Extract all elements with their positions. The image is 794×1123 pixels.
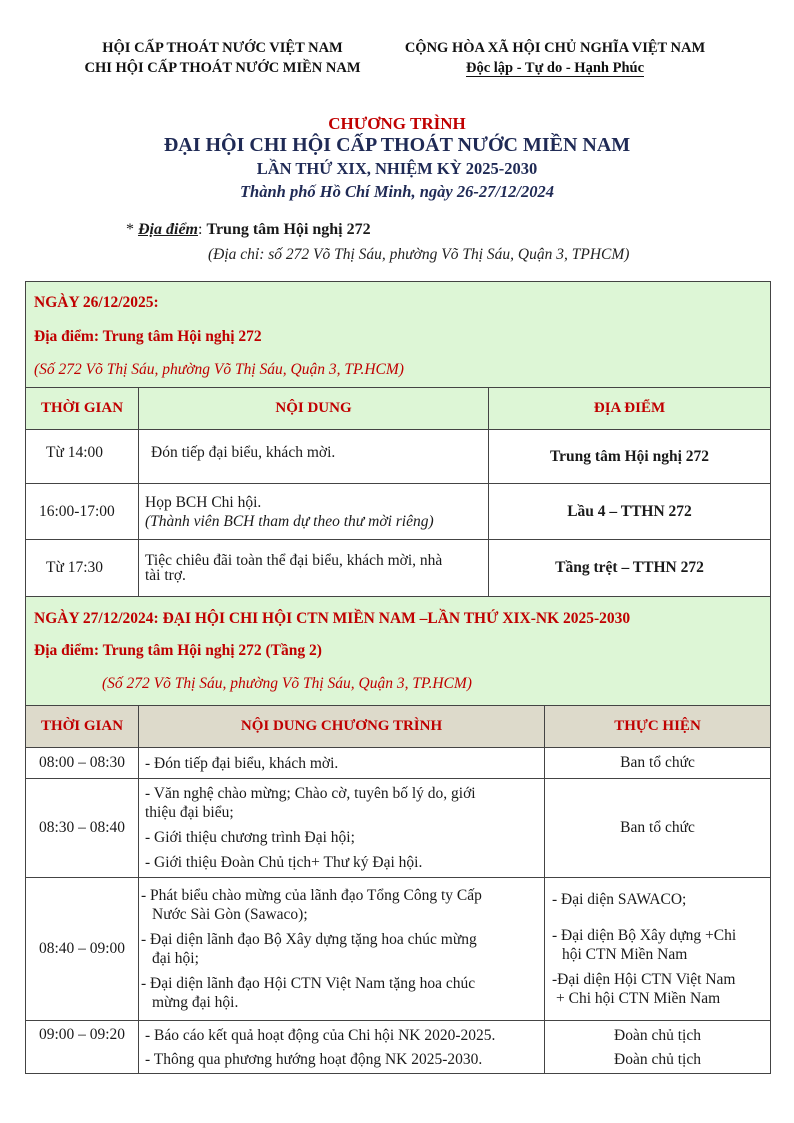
table-row: [26, 540, 771, 597]
time-cell: 08:00 – 08:30: [26, 748, 139, 779]
column-header: ĐỊA ĐIỂM: [489, 388, 771, 430]
time-cell: Từ 14:00: [26, 430, 139, 484]
org-header: [60, 38, 385, 78]
actor-cell: Đoàn chủ tịch Đoàn chủ tịch: [545, 1021, 771, 1074]
venue-line: * Địa điểm: Trung tâm Hội nghị 272: [126, 221, 371, 238]
column-header: THỜI GIAN: [26, 388, 139, 430]
table-row: [26, 748, 771, 779]
content-cell: - Đón tiếp đại biểu, khách mời.: [139, 748, 545, 779]
day2-location: Địa điểm: Trung tâm Hội nghị 272 (Tầng 2): [34, 642, 322, 659]
org-name: HỘI CẤP THOÁT NƯỚC VIỆT NAM: [102, 40, 343, 56]
day2-address: (Số 272 Võ Thị Sáu, phường Võ Thị Sáu, Quận 3, TP.HCM): [102, 675, 472, 692]
day1-date: NGÀY 26/12/2025:: [34, 293, 159, 311]
venue-label: Địa điểm: [138, 221, 198, 238]
day2-schedule-table: [25, 596, 771, 1074]
branch-name: CHI HỘI CẤP THOÁT NƯỚC MIỀN NAM: [84, 60, 361, 76]
page-subtitle: LẦN THỨ XIX, NHIỆM KỲ 2025-2030: [256, 159, 538, 178]
day1-header-row: [26, 388, 771, 430]
content-cell: Tiệc chiêu đãi toàn thể đại biểu, khách mời, nhà tài trợ.: [139, 540, 489, 597]
day2-banner-row: [26, 597, 771, 706]
page-title: ĐẠI HỘI CHI HỘI CẤP THOÁT NƯỚC MIỀN NAM: [163, 134, 631, 156]
program-label: CHƯƠNG TRÌNH: [328, 114, 466, 133]
time-cell: 08:40 – 09:00: [26, 878, 139, 1021]
column-header: THỰC HIỆN: [545, 706, 771, 748]
actor-cell: - Đại diện SAWACO; - Đại diện Bộ Xây dựng +Chi hội CTN Miền Nam -Đại diện Hội CTN Việt Nam + Chi hội CTN Miền Nam: [545, 878, 771, 1021]
venue-name: Trung tâm Hội nghị 272: [206, 221, 371, 238]
time-cell: 08:30 – 08:40: [26, 779, 139, 878]
day1-banner-row: [26, 282, 771, 388]
actor-cell: Ban tổ chức: [545, 748, 771, 779]
motto-underline: [466, 76, 644, 77]
date-line: Thành phố Hồ Chí Minh, ngày 26-27/12/2024: [239, 182, 555, 201]
column-header: NỘI DUNG CHƯƠNG TRÌNH: [139, 706, 545, 748]
content-cell: Họp BCH Chi hội. (Thành viên BCH tham dự theo thư mời riêng): [139, 484, 489, 540]
place-cell: Tầng trệt – TTHN 272: [489, 540, 771, 597]
place-cell: Trung tâm Hội nghị 272: [489, 430, 771, 484]
content-cell: - Báo cáo kết quả hoạt động của Chi hội NK 2020-2025. - Thông qua phương hướng hoạt động NK 2025-2030.: [139, 1021, 545, 1074]
table-row: [26, 1021, 771, 1074]
column-header: THỜI GIAN: [26, 706, 139, 748]
table-row: [26, 779, 771, 878]
day2-date: NGÀY 27/12/2024: ĐẠI HỘI CHI HỘI CTN MIỀN NAM –LẦN THỨ XIX-NK 2025-2030: [34, 610, 631, 627]
table-row: [26, 484, 771, 540]
day1-address: (Số 272 Võ Thị Sáu, phường Võ Thị Sáu, Quận 3, TP.HCM): [34, 360, 404, 378]
day1-schedule-table: [25, 281, 771, 597]
table-row: [26, 878, 771, 1021]
motto: Độc lập - Tự do - Hạnh Phúc: [465, 60, 645, 76]
table-row: [26, 430, 771, 484]
venue-address: (Địa chỉ: số 272 Võ Thị Sáu, phường Võ Thị Sáu, Quận 3, TPHCM): [208, 246, 630, 263]
actor-cell: Ban tổ chức: [545, 779, 771, 878]
content-cell: Đón tiếp đại biểu, khách mời.: [139, 430, 489, 484]
content-cell: - Văn nghệ chào mừng; Chào cờ, tuyên bố lý do, giới thiệu đại biểu; - Giới thiệu chương trình Đại hội; - Giới thiệu Đoàn Chủ tịch+ Thư ký Đại hội.: [139, 779, 545, 878]
day1-location: Địa điểm: Trung tâm Hội nghị 272: [34, 327, 262, 345]
content-cell: - Phát biểu chào mừng của lãnh đạo Tổng Công ty Cấp Nước Sài Gòn (Sawaco); - Đại diện lãnh đạo Bộ Xây dựng tặng hoa chúc mừng đại hội; - Đại diện lãnh đạo Hội CTN Việt Nam tặng hoa chúc mừng đại hội.: [139, 878, 545, 1021]
national-header: [380, 38, 730, 78]
place-cell: Lầu 4 – TTHN 272: [489, 484, 771, 540]
day2-header-row: [26, 706, 771, 748]
country-name: CỘNG HÒA XÃ HỘI CHỦ NGHĨA VIỆT NAM: [404, 40, 706, 56]
time-cell: Từ 17:30: [26, 540, 139, 597]
time-cell: 09:00 – 09:20: [26, 1021, 139, 1074]
time-cell: 16:00-17:00: [26, 484, 139, 540]
column-header: NỘI DUNG: [139, 388, 489, 430]
